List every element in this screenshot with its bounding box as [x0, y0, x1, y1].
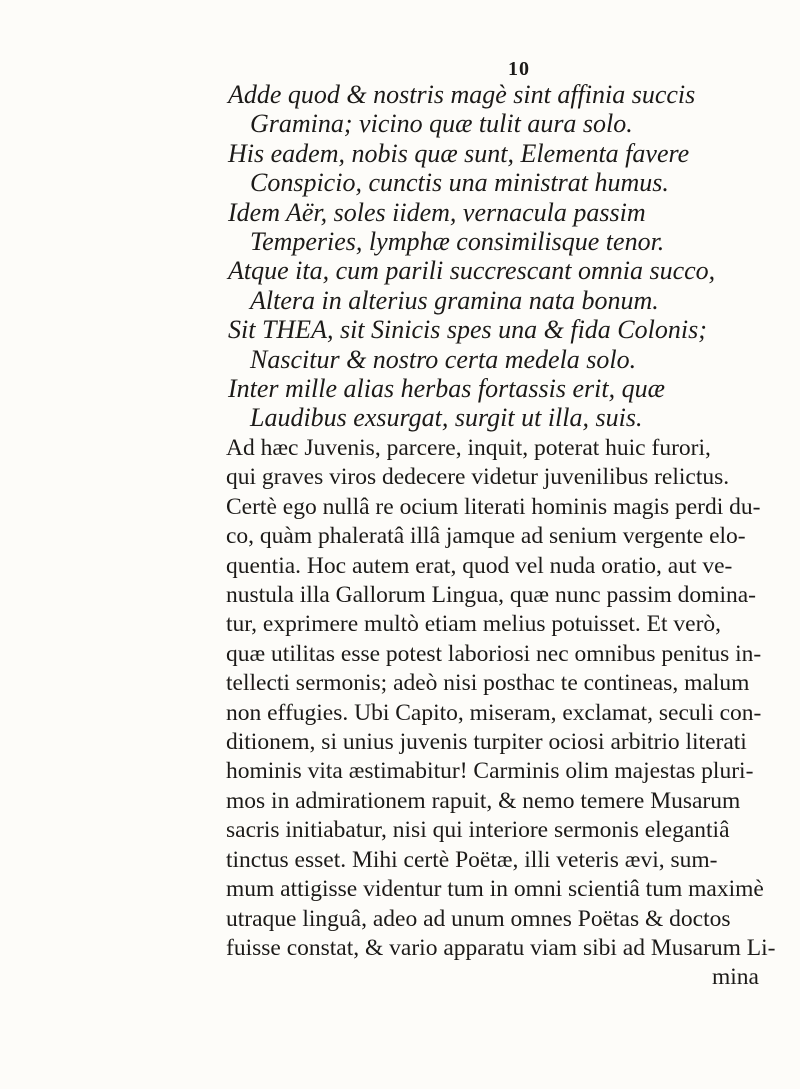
prose-line: Ad hæc Juvenis, parcere, inquit, poterat huic furori,: [226, 435, 711, 461]
verse-line: Temperies, lymphæ consimilisque tenor.: [250, 227, 665, 257]
prose-line: mina: [712, 964, 759, 991]
verse-line: Conspicio, cunctis una ministrat humus.: [250, 168, 669, 198]
prose-line: hominis vita æstimabitur! Carminis olim majestas pluri-: [226, 758, 754, 785]
prose-line: tur, exprimere multò etiam melius potuisset. Et verò,: [226, 611, 722, 638]
prose-line: quæ utilitas esse potest laboriosi nec omnibus penitus in-: [226, 640, 762, 667]
verse-line: Gramina; vicino quæ tulit aura solo.: [250, 109, 633, 139]
verse-line: His eadem, nobis quæ sunt, Elementa favere: [228, 138, 690, 168]
prose-line: tinctus esset. Mihi certè Poëtæ, illi veteris ævi, sum-: [226, 846, 718, 873]
prose-line: non effugies. Ubi Capito, miseram, exclamat, seculi con-: [226, 699, 762, 726]
prose-line: nustula illa Gallorum Lingua, quæ nunc passim domina-: [226, 582, 756, 609]
prose-line: Certè ego nullâ re ocium literati hominis magis perdi du-: [226, 493, 761, 520]
verse-line: Inter mille alias herbas fortassis erit, quæ: [228, 374, 665, 404]
prose-line: sacris initiabatur, nisi qui interiore sermonis elegantiâ: [226, 817, 730, 844]
verse-line: Altera in alterius gramina nata bonum.: [250, 285, 659, 315]
verse-line: Sit THEA, sit Sinicis spes una & fida Colonis;: [228, 315, 707, 345]
prose-line: mum attigisse videntur tum in omni scientiâ tum maximè: [226, 876, 764, 903]
latin-prose: [0, 434, 800, 993]
prose-line: fuisse constat, & vario apparatu viam sibi ad Musarum Li-: [226, 934, 776, 961]
prose-line: quentia. Hoc autem erat, quod vel nuda oratio, aut ve-: [226, 552, 733, 579]
verse-line: Idem Aër, soles iidem, vernacula passim: [228, 197, 646, 227]
prose-line: qui graves viros dedecere videtur juvenilibus relictus.: [226, 464, 730, 491]
verse-line: Adde quod & nostris magè sint affinia succis: [228, 80, 696, 109]
latin-verse: [0, 80, 800, 433]
verse-line: Laudibus exsurgat, surgit ut illa, suis.: [250, 403, 643, 433]
prose-line: ditionem, si unius juvenis turpiter ociosi arbitrio literati: [226, 729, 747, 756]
page-number: 10: [508, 58, 530, 80]
prose-line: tellecti sermonis; adeò nisi posthac te contineas, malum: [226, 670, 750, 697]
verse-line: Atque ita, cum parili succrescant omnia succo,: [228, 256, 716, 286]
prose-line: mos in admirationem rapuit, & nemo temere Musarum: [226, 787, 741, 814]
prose-line: co, quàm phaleratâ illâ jamque ad senium vergente elo-: [226, 523, 746, 550]
prose-line: utraque linguâ, adeo ad unum omnes Poëtas & doctos: [226, 905, 731, 932]
verse-line: Nascitur & nostro certa medela solo.: [250, 344, 637, 374]
